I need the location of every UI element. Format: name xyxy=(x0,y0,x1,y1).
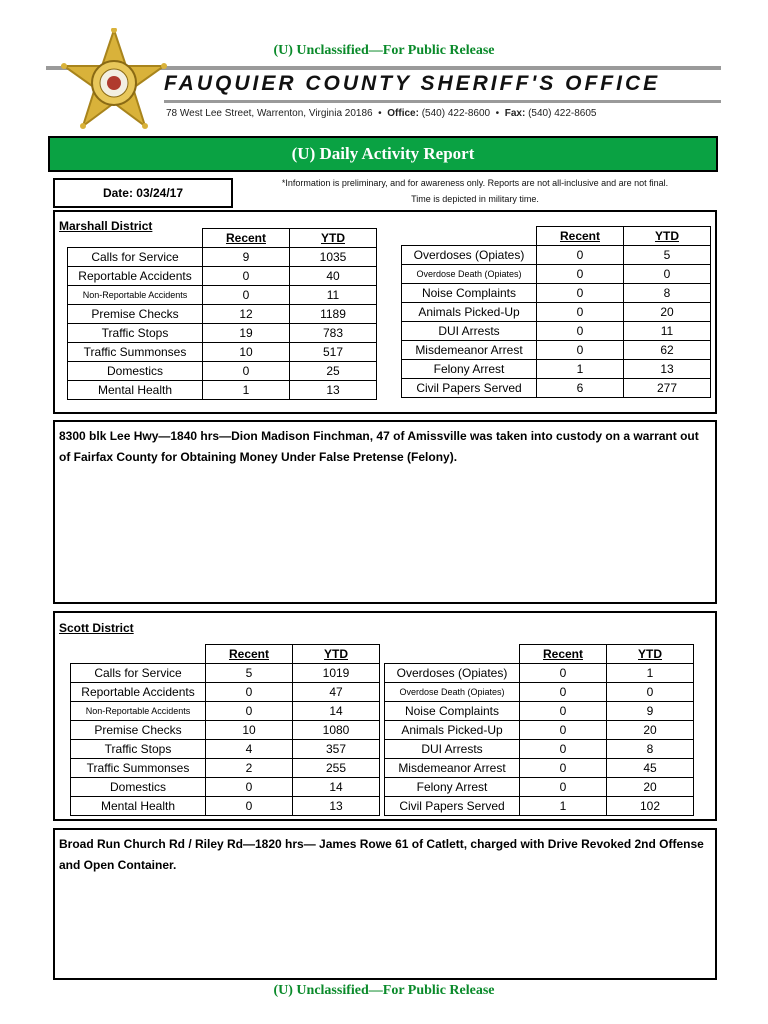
row-label: Overdose Death (Opiates) xyxy=(402,265,537,284)
row-label: Domestics xyxy=(68,362,203,381)
classification-footer: (U) Unclassified—For Public Release xyxy=(273,983,495,998)
table-row xyxy=(68,267,377,286)
agency-address-line xyxy=(166,108,596,119)
recent-value: 0 xyxy=(537,322,624,341)
row-label: Misdemeanor Arrest xyxy=(385,759,520,778)
ytd-value: 13 xyxy=(293,797,380,816)
separator: • xyxy=(495,108,500,119)
marshall-narrative-panel xyxy=(53,420,717,604)
scott-narrative: Broad Run Church Rd / Riley Rd—1820 hrs— James Rowe 61 of Catlett, charged with Drive Revoked 2nd Offense and Open Container. xyxy=(59,837,704,872)
row-label: Noise Complaints xyxy=(385,702,520,721)
header-blank-cell xyxy=(71,645,206,664)
recent-header: Recent xyxy=(537,227,624,246)
marshall-left-table xyxy=(67,228,377,400)
row-label: Overdoses (Opiates) xyxy=(402,246,537,265)
header-rule-bottom xyxy=(164,100,721,103)
ytd-value: 13 xyxy=(624,360,711,379)
table-row xyxy=(385,778,694,797)
table-row xyxy=(68,305,377,324)
recent-value: 4 xyxy=(206,740,293,759)
row-label: Civil Papers Served xyxy=(402,379,537,398)
table-row xyxy=(385,721,694,740)
row-label: Misdemeanor Arrest xyxy=(402,341,537,360)
row-label: Non-Reportable Accidents xyxy=(71,702,206,721)
recent-value: 0 xyxy=(537,284,624,303)
recent-value: 19 xyxy=(203,324,290,343)
recent-value: 0 xyxy=(520,740,607,759)
row-label: Premise Checks xyxy=(71,721,206,740)
table-row xyxy=(385,664,694,683)
header-blank-cell xyxy=(68,229,203,248)
recent-value: 0 xyxy=(206,778,293,797)
classification-header: (U) Unclassified—For Public Release xyxy=(273,43,495,58)
table-row xyxy=(402,303,711,322)
table-header-row xyxy=(71,645,380,664)
disclaimer-line-2: Time is depicted in military time. xyxy=(411,194,539,204)
row-label: DUI Arrests xyxy=(385,740,520,759)
table-row xyxy=(71,797,380,816)
ytd-value: 102 xyxy=(607,797,694,816)
ytd-header: YTD xyxy=(290,229,377,248)
recent-value: 0 xyxy=(520,721,607,740)
table-row xyxy=(71,740,380,759)
ytd-value: 1189 xyxy=(290,305,377,324)
scott-right-table xyxy=(384,644,694,816)
ytd-value: 47 xyxy=(293,683,380,702)
recent-value: 0 xyxy=(203,286,290,305)
report-title: (U) Daily Activity Report xyxy=(48,136,718,172)
table-row xyxy=(68,343,377,362)
table-row xyxy=(385,702,694,721)
row-label: Premise Checks xyxy=(68,305,203,324)
ytd-value: 0 xyxy=(607,683,694,702)
recent-value: 0 xyxy=(206,797,293,816)
table-row xyxy=(71,664,380,683)
ytd-value: 1035 xyxy=(290,248,377,267)
table-row xyxy=(402,360,711,379)
ytd-value: 8 xyxy=(607,740,694,759)
recent-value: 10 xyxy=(206,721,293,740)
scott-stats-panel xyxy=(53,611,717,821)
table-row xyxy=(71,683,380,702)
table-row xyxy=(68,381,377,400)
sheriff-star-badge-icon xyxy=(58,28,170,136)
ytd-value: 14 xyxy=(293,702,380,721)
ytd-value: 255 xyxy=(293,759,380,778)
recent-value: 0 xyxy=(520,778,607,797)
table-row xyxy=(385,759,694,778)
ytd-header: YTD xyxy=(293,645,380,664)
marshall-narrative: 8300 blk Lee Hwy—1840 hrs—Dion Madison Finchman, 47 of Amissville was taken into custody on a warrant out of Fairfax County for Obtaining Money Under False Pretense (Felony). xyxy=(59,429,699,464)
ytd-value: 45 xyxy=(607,759,694,778)
header-blank-cell xyxy=(385,645,520,664)
ytd-value: 40 xyxy=(290,267,377,286)
ytd-value: 8 xyxy=(624,284,711,303)
row-label: Mental Health xyxy=(68,381,203,400)
ytd-value: 20 xyxy=(607,778,694,797)
disclaimer-note xyxy=(236,175,714,207)
ytd-value: 11 xyxy=(290,286,377,305)
scott-left-table xyxy=(70,644,380,816)
report-date: Date: 03/24/17 xyxy=(53,178,233,208)
district-title: Scott District xyxy=(59,621,134,635)
marshall-stats-panel xyxy=(53,210,717,414)
row-label: Traffic Summonses xyxy=(71,759,206,778)
recent-value: 5 xyxy=(206,664,293,683)
row-label: Reportable Accidents xyxy=(71,683,206,702)
ytd-value: 1019 xyxy=(293,664,380,683)
agency-name: FAUQUIER COUNTY SHERIFF'S OFFICE xyxy=(164,72,661,95)
ytd-value: 13 xyxy=(290,381,377,400)
ytd-value: 5 xyxy=(624,246,711,265)
separator: • xyxy=(378,108,382,119)
row-label: Calls for Service xyxy=(68,248,203,267)
ytd-value: 1 xyxy=(607,664,694,683)
recent-value: 9 xyxy=(203,248,290,267)
recent-value: 0 xyxy=(537,265,624,284)
row-label: Traffic Summonses xyxy=(68,343,203,362)
row-label: Animals Picked-Up xyxy=(402,303,537,322)
fax-phone: (540) 422-8605 xyxy=(528,108,597,119)
recent-value: 0 xyxy=(206,683,293,702)
table-row xyxy=(402,322,711,341)
recent-value: 2 xyxy=(206,759,293,778)
table-row xyxy=(402,379,711,398)
recent-value: 0 xyxy=(520,683,607,702)
table-row xyxy=(71,778,380,797)
recent-value: 0 xyxy=(520,664,607,683)
ytd-value: 0 xyxy=(624,265,711,284)
table-row xyxy=(385,683,694,702)
recent-value: 0 xyxy=(537,341,624,360)
recent-value: 0 xyxy=(520,702,607,721)
ytd-value: 9 xyxy=(607,702,694,721)
ytd-value: 14 xyxy=(293,778,380,797)
fax-label: Fax: xyxy=(504,108,526,119)
row-label: Reportable Accidents xyxy=(68,267,203,286)
office-label: Office: xyxy=(387,108,419,119)
ytd-value: 20 xyxy=(624,303,711,322)
row-label: Animals Picked-Up xyxy=(385,721,520,740)
row-label: Felony Arrest xyxy=(385,778,520,797)
recent-value: 1 xyxy=(203,381,290,400)
ytd-value: 783 xyxy=(290,324,377,343)
table-row xyxy=(402,246,711,265)
ytd-value: 357 xyxy=(293,740,380,759)
recent-value: 10 xyxy=(203,343,290,362)
disclaimer-line-1: *Information is preliminary, and for awareness only. Reports are not all-inclusive and are not final. xyxy=(281,178,669,188)
scott-narrative-panel xyxy=(53,828,717,980)
table-row xyxy=(68,248,377,267)
recent-value: 6 xyxy=(537,379,624,398)
row-label: Noise Complaints xyxy=(402,284,537,303)
table-row xyxy=(402,341,711,360)
row-label: DUI Arrests xyxy=(402,322,537,341)
recent-header: Recent xyxy=(206,645,293,664)
table-row xyxy=(71,759,380,778)
table-row xyxy=(402,265,711,284)
table-row xyxy=(68,324,377,343)
recent-value: 0 xyxy=(206,702,293,721)
recent-value: 0 xyxy=(203,267,290,286)
ytd-value: 517 xyxy=(290,343,377,362)
ytd-value: 11 xyxy=(624,322,711,341)
marshall-right-table xyxy=(401,226,711,398)
recent-value: 0 xyxy=(520,759,607,778)
ytd-value: 1080 xyxy=(293,721,380,740)
agency-address: 78 West Lee Street, Warrenton, Virginia 20186 xyxy=(166,108,373,119)
table-row xyxy=(71,721,380,740)
row-label: Traffic Stops xyxy=(68,324,203,343)
ytd-value: 25 xyxy=(290,362,377,381)
row-label: Traffic Stops xyxy=(71,740,206,759)
recent-header: Recent xyxy=(520,645,607,664)
recent-value: 12 xyxy=(203,305,290,324)
table-row xyxy=(385,740,694,759)
row-label: Overdose Death (Opiates) xyxy=(385,683,520,702)
recent-value: 0 xyxy=(203,362,290,381)
row-label: Non-Reportable Accidents xyxy=(68,286,203,305)
table-header-row xyxy=(385,645,694,664)
ytd-header: YTD xyxy=(624,227,711,246)
table-header-row xyxy=(68,229,377,248)
ytd-value: 20 xyxy=(607,721,694,740)
table-row xyxy=(385,797,694,816)
table-row xyxy=(68,286,377,305)
row-label: Domestics xyxy=(71,778,206,797)
recent-value: 0 xyxy=(537,303,624,322)
ytd-value: 277 xyxy=(624,379,711,398)
table-header-row xyxy=(402,227,711,246)
ytd-header: YTD xyxy=(607,645,694,664)
row-label: Felony Arrest xyxy=(402,360,537,379)
row-label: Overdoses (Opiates) xyxy=(385,664,520,683)
recent-value: 1 xyxy=(537,360,624,379)
recent-header: Recent xyxy=(203,229,290,248)
table-row xyxy=(68,362,377,381)
ytd-value: 62 xyxy=(624,341,711,360)
table-row xyxy=(71,702,380,721)
row-label: Calls for Service xyxy=(71,664,206,683)
recent-value: 1 xyxy=(520,797,607,816)
header-blank-cell xyxy=(402,227,537,246)
office-phone: (540) 422-8600 xyxy=(421,108,491,119)
row-label: Mental Health xyxy=(71,797,206,816)
district-title: Marshall District xyxy=(59,219,153,233)
recent-value: 0 xyxy=(537,246,624,265)
table-row xyxy=(402,284,711,303)
row-label: Civil Papers Served xyxy=(385,797,520,816)
